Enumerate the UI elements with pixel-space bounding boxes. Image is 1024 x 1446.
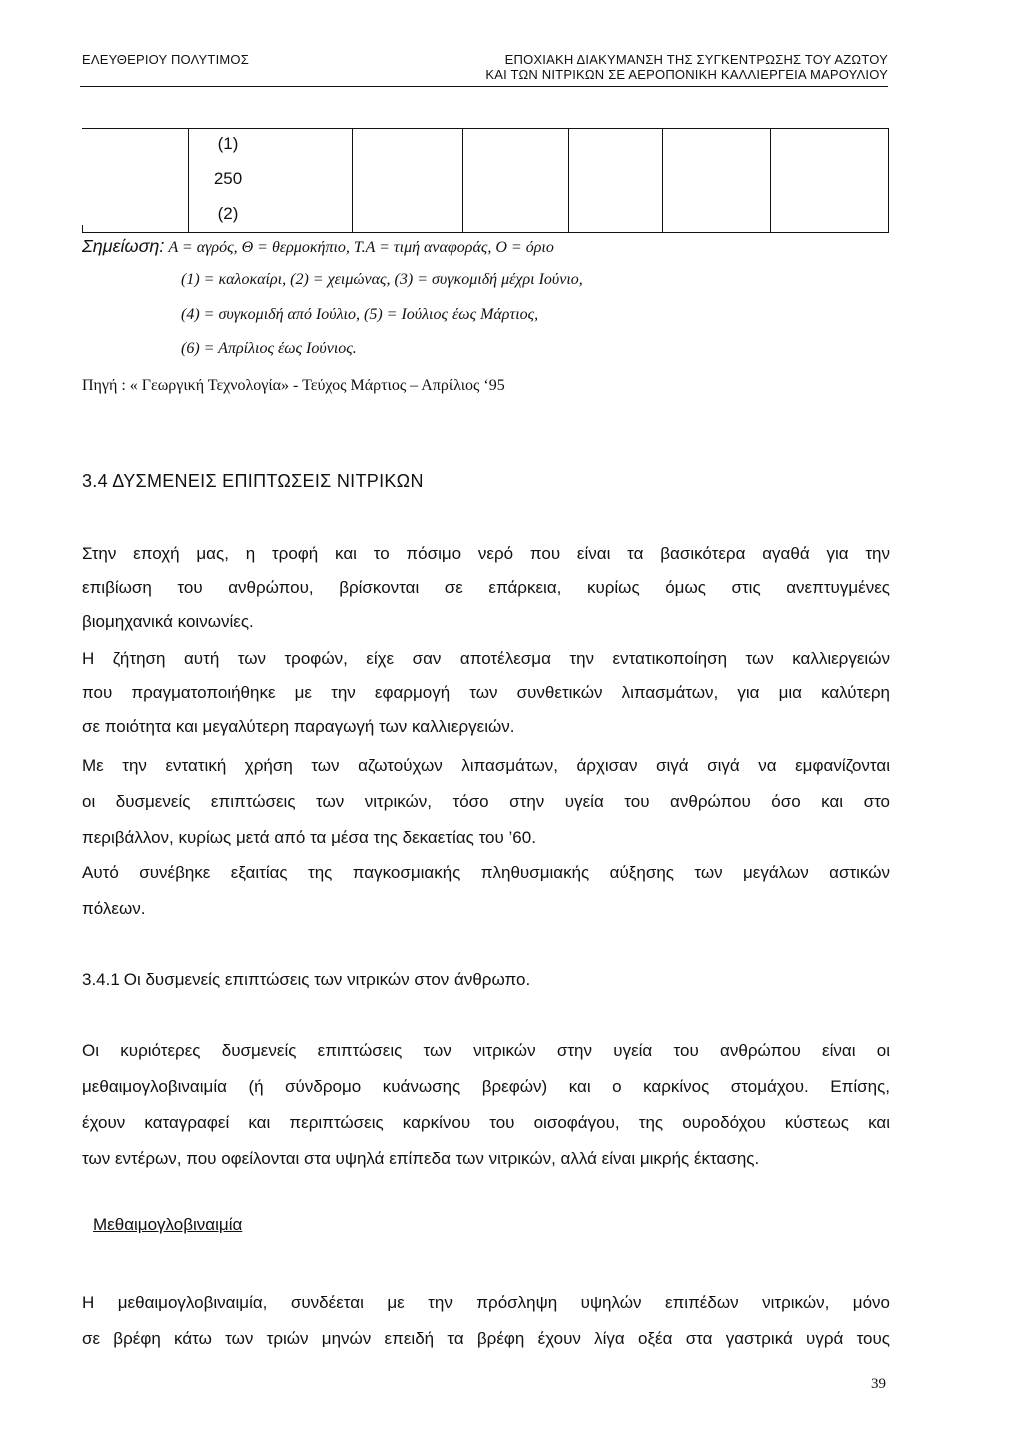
paragraph-line: Η ζήτηση αυτή των τροφών, είχε σαν αποτέλεσμα την εντατικοποίηση των καλλιεργειών bbox=[82, 649, 890, 668]
table-column-line bbox=[770, 128, 771, 233]
note-line: (1) = καλοκαίρι, (2) = χειμώνας, (3) = συγκομιδή μέχρι Ιούνιο, bbox=[181, 271, 583, 288]
header-author: ΕΛΕΥΘΕΡΙΟΥ ΠΟΛΥΤΙΜΟΣ bbox=[82, 52, 249, 67]
paragraph-line: μεθαιμογλοβιναιμία (ή σύνδρομο κυάνωσης βρεφών) και ο καρκίνος στομάχου. Επίσης, bbox=[82, 1077, 890, 1096]
paragraph bbox=[82, 642, 890, 744]
table-column-line bbox=[352, 128, 353, 233]
note-label: Σημείωση: bbox=[82, 236, 165, 256]
paragraph-line: σε ποιότητα και μεγαλύτερη παραγωγή των καλλιεργειών. bbox=[82, 717, 515, 736]
header-title-line-2: ΚΑΙ ΤΩΝ ΝΙΤΡΙΚΩΝ ΣΕ ΑΕΡΟΠΟΝΙΚΗ ΚΑΛΛΙΕΡΓΕΙΑ ΜΑΡΟΥΛΙΟΥ bbox=[485, 67, 888, 82]
table-fragment bbox=[82, 128, 890, 234]
paragraph-line: περιβάλλον, κυρίως μετά από τα μέσα της δεκαετίας του ’60. bbox=[82, 828, 536, 847]
paragraph-line: Οι κυριότερες δυσμενείς επιπτώσεις των νιτρικών στην υγεία του ανθρώπου είναι οι bbox=[82, 1041, 890, 1060]
paragraph-line: επιβίωση του ανθρώπου, βρίσκονται σε επάρκεια, κυρίως όμως στις ανεπτυγμένες bbox=[82, 578, 890, 597]
header-rule bbox=[80, 86, 888, 87]
paragraph-line: πόλεων. bbox=[82, 899, 146, 918]
paragraph bbox=[82, 748, 890, 856]
paragraph-line: βιομηχανικά κοινωνίες. bbox=[82, 612, 254, 631]
table-note bbox=[82, 236, 554, 257]
paragraph bbox=[82, 537, 890, 639]
paragraph-line: Με την εντατική χρήση των αζωτούχων λιπασμάτων, άρχισαν σιγά σιγά να εμφανίζονται bbox=[82, 756, 890, 775]
table-source: Πηγή : « Γεωργική Τεχνολογία» - Τεύχος Μάρτιος – Απρίλιος ‘95 bbox=[82, 377, 505, 394]
note-line: (6) = Απρίλιος έως Ιούνιος. bbox=[181, 340, 357, 357]
table-cell-text: (2) bbox=[217, 204, 239, 223]
table-column-line bbox=[888, 128, 889, 233]
paragraph-line: σε βρέφη κάτω των τριών μηνών επειδή τα βρέφη έχουν λίγα οξέα στα γαστρικά υγρά τους bbox=[82, 1329, 890, 1348]
subsection-heading bbox=[82, 970, 530, 990]
subsection-title: Οι δυσμενείς επιπτώσεις των νιτρικών στον άνθρωπο. bbox=[123, 970, 531, 989]
table-column-line bbox=[462, 128, 463, 233]
paragraph bbox=[82, 855, 890, 927]
table-column-line bbox=[82, 225, 83, 233]
paragraph-line: οι δυσμενείς επιπτώσεις των νιτρικών, τόσο στην υγεία του ανθρώπου όσο και στο bbox=[82, 792, 890, 811]
header-title-line-1: ΕΠΟΧΙΑΚΗ ΔΙΑΚΥΜΑΝΣΗ ΤΗΣ ΣΥΓΚΕΝΤΡΩΣΗΣ ΤΟΥ ΑΖΩΤΟΥ bbox=[504, 52, 888, 67]
table-bottom-border bbox=[82, 232, 888, 233]
paragraph-line: Στην εποχή μας, η τροφή και το πόσιμο νερό που είναι τα βασικότερα αγαθά για την bbox=[82, 544, 890, 563]
paragraph-line: των εντέρων, που οφείλονται στα υψηλά επίπεδα των νιτρικών, αλλά είναι μικρής έκτασης. bbox=[82, 1149, 760, 1168]
table-cell-text: 250 bbox=[213, 169, 243, 188]
paragraph-line: έχουν καταγραφεί και περιπτώσεις καρκίνου του οισοφάγου, της ουροδόχου κύστεως και bbox=[82, 1113, 890, 1132]
paragraph bbox=[82, 1285, 890, 1357]
underlined-heading: Μεθαιμογλοβιναιμία bbox=[93, 1215, 243, 1234]
subsection-number: 3.4.1 bbox=[82, 970, 120, 989]
note-line: (4) = συγκομιδή από Ιούλιο, (5) = Ιούλιος έως Μάρτιος, bbox=[181, 306, 539, 323]
table-column-line bbox=[188, 128, 189, 233]
paragraph-line: Αυτό συνέβηκε εξαιτίας της παγκοσμιακής πληθυσμιακής αύξησης των μεγάλων αστικών bbox=[82, 863, 890, 882]
paragraph-line: Η μεθαιμογλοβιναιμία, συνδέεται με την πρόσληψη υψηλών επιπέδων νιτρικών, μόνο bbox=[82, 1293, 890, 1312]
page-number: 39 bbox=[871, 1376, 886, 1392]
table-cell-text: (1) bbox=[217, 134, 239, 153]
header-title bbox=[485, 52, 888, 82]
note-line: Α = αγρός, Θ = θερμοκήπιο, Τ.Α = τιμή αναφοράς, Ο = όριο bbox=[168, 239, 554, 256]
table-column-line bbox=[662, 128, 663, 233]
paragraph bbox=[82, 1033, 890, 1177]
table-column-line bbox=[568, 128, 569, 233]
table-top-border bbox=[82, 128, 888, 129]
paragraph-line: που πραγματοποιήθηκε με την εφαρμογή των συνθετικών λιπασμάτων, για μια καλύτερη bbox=[82, 683, 890, 702]
section-heading: 3.4 ΔΥΣΜΕΝΕΙΣ ΕΠΙΠΤΩΣΕΙΣ ΝΙΤΡΙΚΩΝ bbox=[82, 471, 424, 491]
